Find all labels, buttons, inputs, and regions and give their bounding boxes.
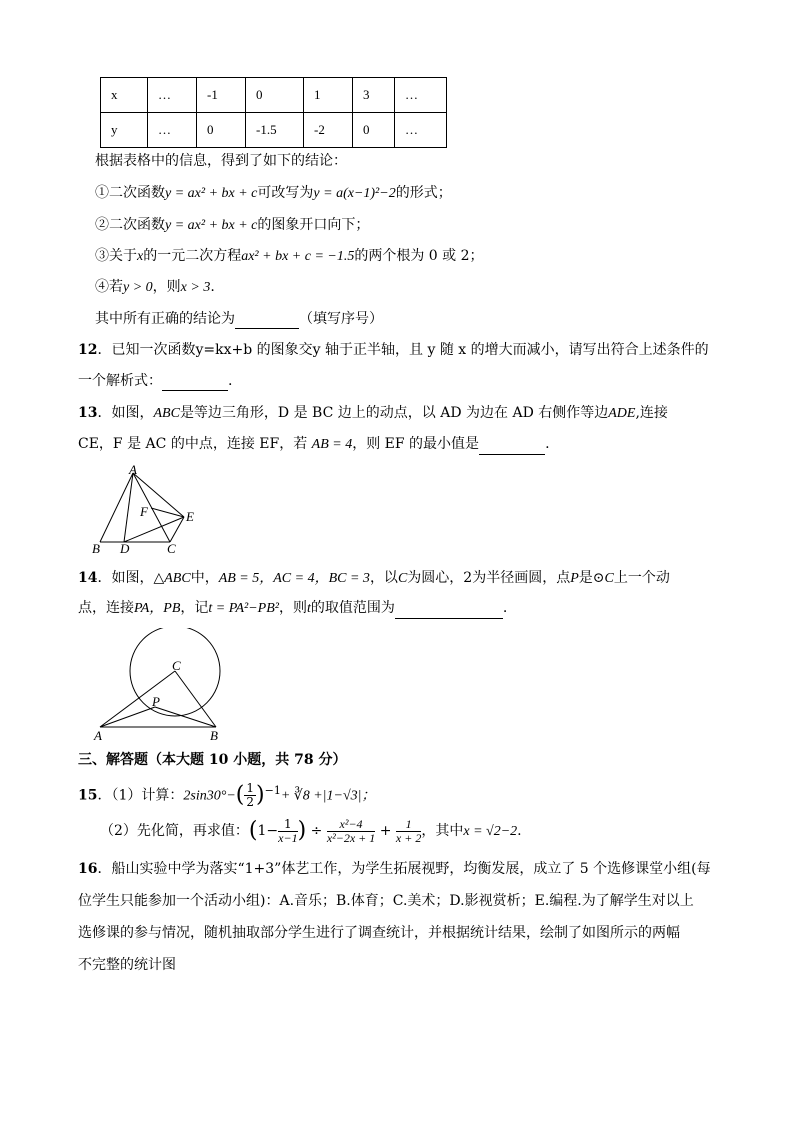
denominator: x−1 [278,830,298,845]
table-cell: x [101,78,148,113]
q15-expr: 2sin30°− [183,788,236,804]
q14-eq: t = PA²−PB² [208,601,279,616]
q11-conclusion-2 [95,215,369,236]
table-row-y [101,113,447,148]
q13-figure [88,462,208,558]
q16-line1 [78,859,711,879]
q11-c1-text: ①二次函数 [95,185,165,201]
q14-text7: 点，连接 [78,600,134,616]
q11-question [95,309,383,329]
table-cell: 0 [197,113,246,148]
numerator: 1 [396,818,421,832]
q13-abc: ABC [153,406,180,421]
point-label: E [186,509,194,524]
q16-text: ．船山实验中学为落实“1+3”体艺工作，为学生拓展视野，均衡发展，成立了 5 个选修课堂小组(每 [97,861,711,877]
point-label: B [92,541,100,556]
table-cell: 0 [353,113,395,148]
q14-text5: 是 [578,570,593,586]
q14-p: P [570,571,579,586]
q11-c1-eq2: y = a(x−1)²−2 [313,186,396,201]
q14-text2: 中， [190,570,219,586]
q11-c1-text3: 的形式； [395,185,452,201]
question-number: 16 [78,861,98,877]
q15-text4: . [517,823,522,839]
q11-c3-eq: ax² + bx + c = −1.5 [241,249,355,264]
q14-eqs: AB = 5，AC = 4，BC = 3 [218,571,370,586]
table-row-x [101,78,447,113]
q11-ask: 其中所有正确的结论为 [95,311,235,327]
q16-line4: 不完整的统计图 [78,957,176,973]
q13-text: ．如图， [97,405,154,421]
table-cell: … [148,113,197,148]
question-number: 14 [78,570,98,586]
denominator: x + 2 [395,830,422,845]
q14-text3: ，以 [369,570,398,586]
q15-part1: 15．（1）计算：2sin30°−( $\frac{1}{2}$ )$^{-1}$+ ∛8 +|1−√3|； [78,781,376,810]
q11-c4-text3: . [210,279,215,295]
q11-c1-eq1: y = ax² + bx + c [165,186,258,201]
q11-c3-text2: 的一元二次方程 [143,248,242,264]
numerator: 1 [246,781,255,796]
q15-text3: ，其中 [421,823,464,839]
q13-line1 [78,403,668,424]
answer-blank [479,440,545,455]
q14-c: C [397,571,408,586]
q14-text: ．如图， [97,570,154,586]
question-number: 13 [78,405,98,421]
table-cell: -1.5 [246,113,304,148]
q15-text2: （2）先化简，再求值： [100,823,249,839]
q11-c3-text3: 的两个根为 0 或 2； [354,248,484,264]
q13-text3: ,连接 [635,405,668,421]
table-cell: 0 [246,78,304,113]
q11-c1-text2: 可改写为 [257,185,314,201]
q14-line2: 点，连接PA，PB，记t = PA²−PB²，则t的取值范围为 . [78,598,507,619]
fraction [278,818,297,845]
q11-c3-text: ③关于 [95,248,137,264]
point-label: D [120,541,130,556]
fraction [244,782,256,809]
q13-ade: ADE [608,406,636,421]
q11-conclusion-3 [95,246,484,267]
q16-line3: 选修课的参与情况，随机抽取部分学生进行了调查统计，并根据统计结果，绘制了如图所示的两幅 [78,925,680,941]
table-cell: … [148,78,197,113]
q12-text2: 一个解析式： [78,373,162,389]
q11-conclusion-4 [95,277,215,298]
q11-ask-tail: （填写序号） [299,311,383,327]
point-label: B [210,728,218,743]
table-cell: -1 [197,78,246,113]
table-cell: 1 [304,78,353,113]
q15-part2: （2）先化简，再求值：(1− $\frac{1}{x-1}$ ) ÷ $\frac{\text{x²−4}}{\text{x²−2x + 1}}$ + $\frac{1}{x + 2}$ ，其中x = √2−2. [100,816,522,845]
q12-text: ．已知一次函数y=kx+b 的图象交y 轴于正半轴，且 y 随 x 的增大而减小，请写出符合上述条件的 [97,342,709,358]
q11-conclusion-1 [95,183,452,204]
table-cell: y [101,113,148,148]
q15-eq: x = √2−2 [463,824,518,839]
point-label: P [152,694,160,709]
denominator: 2 [246,795,255,810]
numerator: 1 [278,818,297,832]
fraction [327,818,375,845]
q14-papb: PA，PB [134,601,181,616]
table-cell: -2 [304,113,353,148]
q11-c2-text2: 的图象开口向下； [257,217,370,233]
table-cell: … [395,113,447,148]
q14-text8: ，记 [180,600,209,616]
q11-intro: 根据表格中的信息，得到了如下的结论： [95,153,347,169]
q14-t: t [307,601,311,616]
q12-line1 [78,340,709,360]
q14-circ: ⊙C [592,571,614,586]
q16-line2: 位学生只能参加一个活动小组)：A.音乐；B.体育；C.美术；D.影视赏析；E.编程.为了解学生对以上 [78,893,694,909]
q13-text2: 是等边三角形，D 是 BC 边上的动点，以 AD 为边在 AD 右侧作等边 [179,405,609,421]
exponent: −1 [264,784,281,797]
question-number: 15 [78,787,98,804]
q11-c4-text: ④若 [95,279,123,295]
question-number: 12 [78,342,98,358]
point-label: A [94,728,102,743]
q15-text: ．（1）计算： [97,787,184,804]
point-label: C [172,658,181,673]
q14-figure [90,628,230,744]
numerator: x²−4 [327,818,375,832]
q14-tri: △ABC [153,571,191,586]
point-label: C [167,541,176,556]
q11-c3-x: x [137,249,144,264]
section-heading: 三、解答题（本大题 10 小题，共 78 分） [78,752,347,768]
q14-text10: 的取值范围为 [310,600,395,616]
q11-c4-eq1: y > 0 [123,280,153,295]
q14-line1 [78,568,670,589]
q14-text6: 上一个动 [613,570,670,586]
table-cell: 3 [353,78,395,113]
q13-text4: CE，F 是 AC 的中点，连接 EF，若 [78,436,308,452]
q11-c4-text2: ，则 [152,279,181,295]
q11-c2-eq: y = ax² + bx + c [165,218,258,233]
point-label: F [140,504,148,519]
denominator: x²−2x + 1 [326,830,376,845]
value-table [100,77,447,148]
q12-line2: 一个解析式： . [78,373,233,389]
table-cell: … [395,78,447,113]
q15-expr2: + ∛8 +|1−√3|； [280,788,376,804]
point-label: A [129,462,137,477]
answer-blank [235,314,299,329]
q11-c2-text: ②二次函数 [95,217,165,233]
q11-c4-eq2: x > 3 [180,280,211,295]
q13-line2: CE，F 是 AC 的中点，连接 EF，若 AB = 4，则 EF 的最小值是 . [78,434,550,455]
q14-text9: ，则 [279,600,307,616]
fraction [396,818,421,845]
q14-text4: 为圆心，2为半径画圆，点 [407,570,571,586]
answer-blank [162,376,228,391]
answer-blank [395,604,503,619]
q13-eq: AB = 4 [311,437,353,452]
q13-text5: ，则 EF 的最小值是 [352,436,480,452]
